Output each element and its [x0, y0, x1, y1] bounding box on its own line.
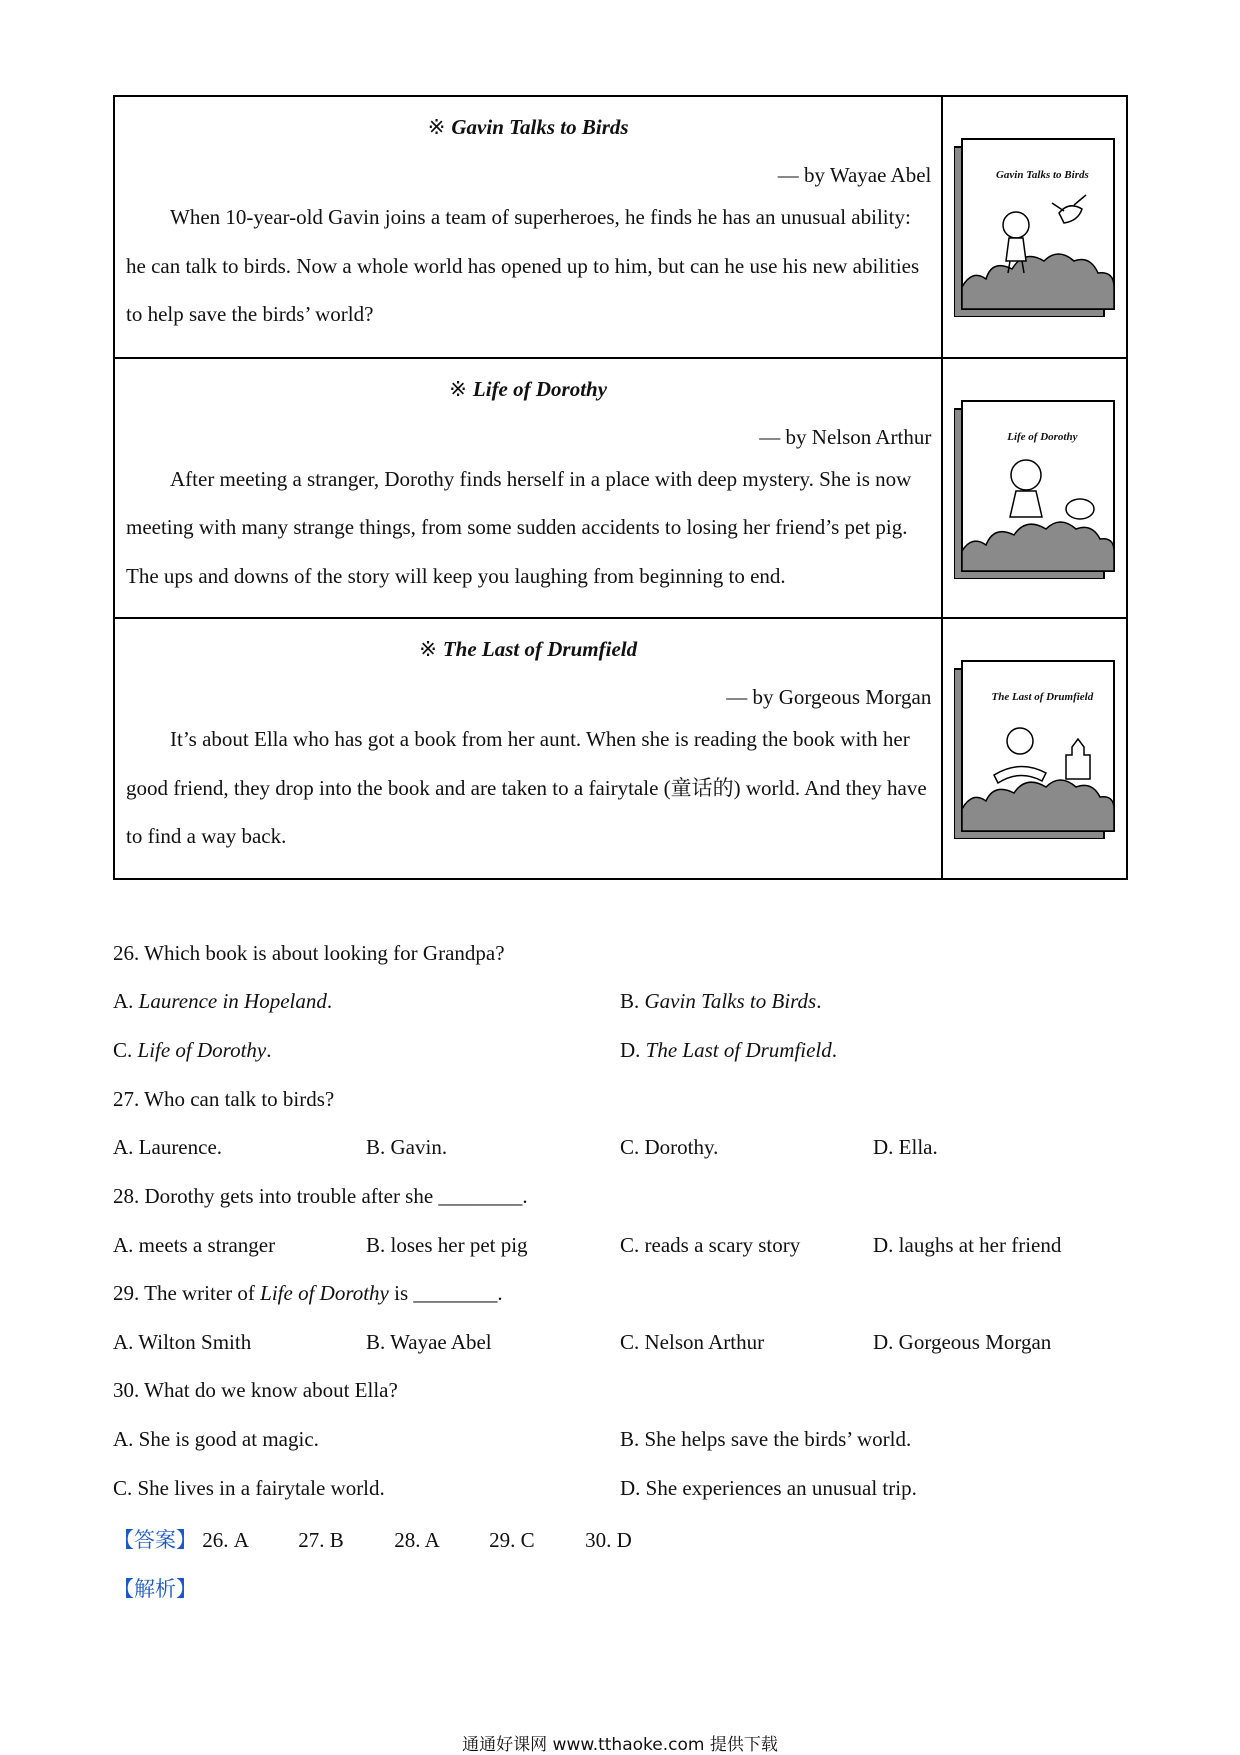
option-prefix: B.	[620, 989, 645, 1013]
question-30: 30. What do we know about Ella?	[113, 1378, 398, 1402]
book-title	[115, 377, 941, 402]
answer-item: 28. A	[394, 1528, 439, 1552]
option-26b[interactable]	[620, 989, 821, 1014]
option-title: The Last of Drumfield	[645, 1038, 832, 1062]
answer-item: 26. A	[202, 1528, 248, 1552]
book-title	[115, 115, 941, 140]
option-28d[interactable]: D. laughs at her friend	[873, 1233, 1062, 1257]
option-27d[interactable]: D. Ella.	[873, 1135, 938, 1159]
option-27b[interactable]: B. Gavin.	[366, 1135, 448, 1159]
question-27: 27. Who can talk to birds?	[113, 1087, 335, 1111]
book-cover	[954, 659, 1116, 839]
option-30d[interactable]: D. She experiences an unusual trip.	[620, 1476, 917, 1500]
option-29c[interactable]: C. Nelson Arthur	[620, 1330, 765, 1354]
answer-item: 30. D	[585, 1528, 632, 1552]
option-suffix: .	[816, 989, 822, 1013]
book-entry	[114, 358, 942, 619]
book-cover	[954, 137, 1116, 317]
book-title-text: Gavin Talks to Birds	[451, 115, 629, 139]
option-29d[interactable]: D. Gorgeous Morgan	[873, 1330, 1052, 1354]
option-27a[interactable]: A. Laurence.	[113, 1135, 223, 1159]
book-cover-cell	[942, 358, 1127, 619]
answer-key	[113, 1524, 632, 1554]
option-29a[interactable]: A. Wilton Smith	[113, 1330, 252, 1354]
books-table	[113, 95, 1128, 880]
option-suffix: .	[266, 1038, 272, 1062]
book-description: When 10-year-old Gavin joins a team of superheroes, he finds he has an unusual ability: he can talk to birds. Now a whole world has opened up to him, but can he use his new abilities to help save the birds’ world?	[126, 205, 920, 326]
option-title: Gavin Talks to Birds	[644, 989, 817, 1013]
book-description: It’s about Ella who has got a book from her aunt. When she is reading the book with her good friend, they drop into the book and are taken to a fairytale (童话的) world. And they have to find a way back.	[126, 727, 927, 849]
question-text: 29. The writer of	[113, 1281, 261, 1305]
option-28b[interactable]: B. loses her pet pig	[366, 1233, 528, 1257]
option-26d[interactable]	[620, 1038, 837, 1063]
cover-title: Gavin Talks to Birds	[995, 169, 1089, 181]
question-book-title: Life of Dorothy	[260, 1281, 389, 1305]
option-28a[interactable]: A. meets a stranger	[113, 1233, 276, 1257]
book-cover	[954, 399, 1116, 579]
option-30b[interactable]: B. She helps save the birds’ world.	[620, 1427, 912, 1451]
answer-label: 【答案】	[113, 1528, 197, 1552]
option-prefix: D.	[620, 1038, 646, 1062]
girl-and-pig-illustration-icon	[954, 399, 1116, 579]
option-prefix: C.	[113, 1038, 138, 1062]
option-28c[interactable]: C. reads a scary story	[620, 1233, 801, 1257]
option-30c[interactable]: C. She lives in a fairytale world.	[113, 1476, 385, 1500]
option-26a[interactable]	[113, 989, 332, 1014]
reference-mark: ※	[427, 115, 446, 139]
option-27c[interactable]: C. Dorothy.	[620, 1135, 719, 1159]
reference-mark: ※	[419, 637, 437, 662]
book-entry	[114, 96, 942, 358]
girl-on-book-castle-illustration-icon	[954, 659, 1116, 839]
book-entry	[114, 618, 942, 879]
boy-and-bird-illustration-icon	[954, 137, 1116, 317]
book-author: — by Nelson Arthur	[759, 424, 932, 449]
option-26c[interactable]	[113, 1038, 271, 1063]
book-author: — by Wayae Abel	[777, 163, 932, 187]
option-suffix: .	[326, 989, 333, 1013]
option-29b[interactable]: B. Wayae Abel	[366, 1330, 492, 1354]
option-suffix: .	[831, 1038, 838, 1062]
question-28: 28. Dorothy gets into trouble after she ________.	[113, 1184, 528, 1208]
option-30a[interactable]: A. She is good at magic.	[113, 1427, 319, 1451]
option-prefix: A.	[113, 989, 139, 1013]
book-title-text: Life of Dorothy	[472, 376, 608, 401]
question-26: 26. Which book is about looking for Grandpa?	[113, 941, 505, 965]
book-title	[115, 637, 941, 662]
question-29	[113, 1281, 503, 1306]
book-description: After meeting a stranger, Dorothy finds herself in a place with deep mystery. She is now meeting with many strange things, from some sudden accidents to losing her friend’s pet pig. The ups and downs of the story will keep you laughing from beginning to end.	[126, 466, 912, 588]
answer-item: 27. B	[298, 1528, 344, 1552]
page-footer: 通通好课网 www.tthaoke.com 提供下载	[462, 1735, 778, 1755]
reference-mark: ※	[449, 376, 467, 401]
answer-item: 29. C	[489, 1528, 535, 1552]
option-title: Laurence in Hopeland	[138, 989, 327, 1013]
book-author: — by Gorgeous Morgan	[726, 685, 932, 710]
question-blank: is ________.	[388, 1281, 503, 1305]
analysis-label: 【解析】	[113, 1577, 197, 1601]
cover-title: Life of Dorothy	[1007, 430, 1078, 443]
cover-title: The Last of Drumfield	[991, 691, 1094, 704]
book-cover-cell	[942, 96, 1127, 358]
book-cover-cell	[942, 618, 1127, 879]
book-title-text: The Last of Drumfield	[442, 637, 638, 662]
option-title: Life of Dorothy	[137, 1038, 267, 1062]
